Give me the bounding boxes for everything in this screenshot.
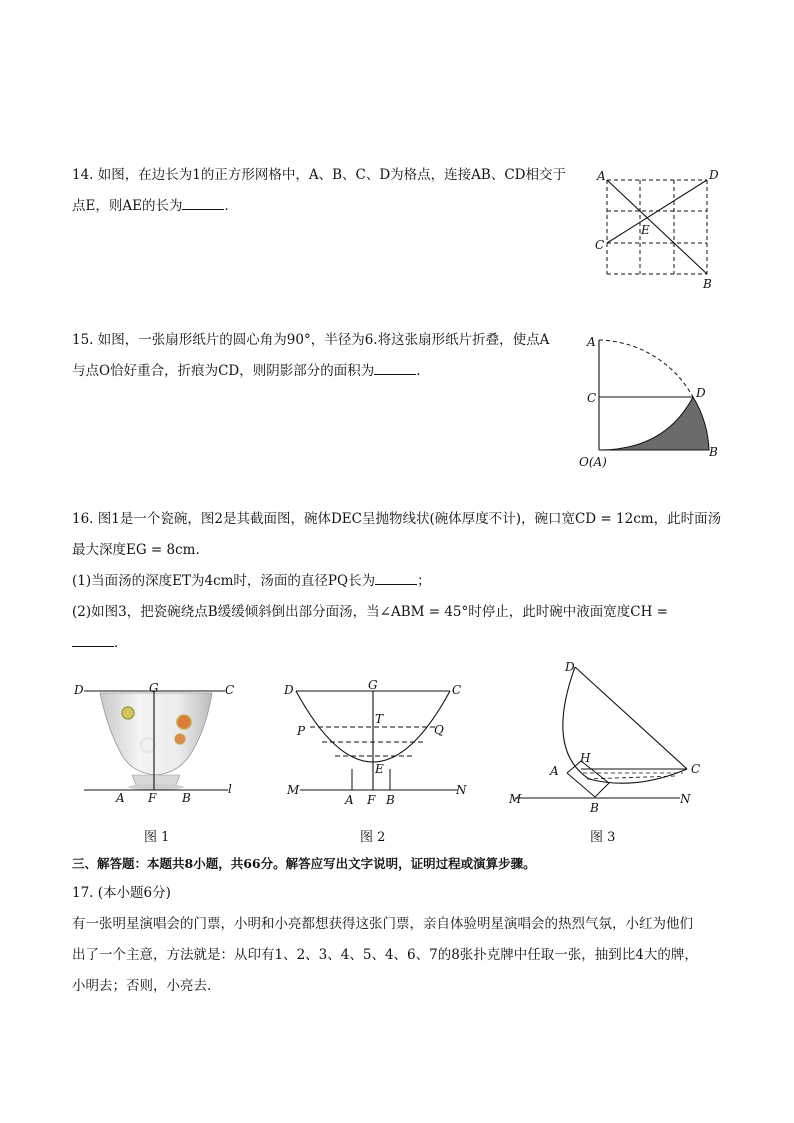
q14-line2 (72, 197, 238, 215)
original-arc (599, 340, 693, 397)
fig2-label-d: D (284, 683, 294, 697)
q16-part2-blank-line (72, 634, 128, 652)
flower-decoration (175, 734, 185, 744)
tilted-parabola (563, 667, 687, 783)
answer-blank (374, 362, 416, 375)
q17-line2: 出了一个主意，方法就是：从印有1、2、3、4、5、4、6、7的8张扑克牌中任取一张，抽到比4大的牌， (72, 947, 698, 963)
point-b-label: B (703, 277, 712, 291)
answer-blank (72, 634, 114, 647)
fig2-label-c: C (452, 683, 462, 697)
fig2-caption: 图 2 (360, 830, 386, 845)
fig2-label-n: N (456, 783, 467, 797)
point-d-label: D (709, 168, 719, 182)
fig1-label-f: F (148, 791, 157, 805)
section-heading: 三、解答题：本题共8小题，共66分。解答应写出文字说明，证明过程或演算步骤。 (72, 856, 536, 871)
q16-part2: (2)如图3，把瓷碗绕点B缓缓倾斜倒出部分面汤，当∠ABM = 45°时停止，此时碗中液面宽度CH = (72, 604, 668, 620)
fig1-label-l: l (228, 782, 232, 796)
point-b-label: B (709, 445, 718, 459)
point-a-label: A (597, 169, 606, 183)
fig3-label-d: D (565, 660, 575, 674)
q16-part1-end: ； (417, 573, 431, 589)
fig2-cross-section (280, 675, 480, 810)
point-c-label: C (595, 238, 605, 252)
q17-line3: 小明去；否则，小亮去. (72, 978, 212, 994)
fig2-label-e: E (375, 762, 384, 776)
segment-ab (607, 180, 707, 274)
fig1-label-d: D (74, 683, 84, 697)
q17-line1: 有一张明星演唱会的门票，小明和小亮都想获得这张门票，亲自体验明星演唱会的热烈气氛，小红为他们 (72, 916, 693, 932)
answer-blank (182, 197, 224, 210)
fig3-label-h: H (580, 751, 591, 765)
q16-part1 (72, 572, 431, 590)
fig1-caption: 图 1 (144, 830, 170, 845)
answer-blank (375, 572, 417, 585)
fig2-label-p: P (297, 724, 306, 738)
fig3-caption: 图 3 (590, 830, 616, 845)
q16-line2: 最大深度EG = 8cm. (72, 542, 200, 558)
shaded-region (599, 397, 709, 450)
fig1-label-g: G (149, 681, 159, 695)
point-o-label: O(A) (579, 455, 607, 469)
point-d-label: D (696, 386, 706, 400)
fig1-label-c: C (225, 683, 235, 697)
q14-line1: 14. 如图，在边长为1的正方形网格中，A、B、C、D为格点，连接AB、CD相交于 (72, 167, 566, 183)
fig1-bowl-photo (70, 675, 245, 810)
fig3-label-a: A (550, 764, 559, 778)
q15-line1: 15. 如图，一张扇形纸片的圆心角为90°，半径为6.将这张扇形纸片折叠，使点A (72, 332, 550, 348)
q15-line2-text: 与点O恰好重合，折痕为CD，则阴影部分的面积为 (72, 363, 375, 379)
q16-line1: 16. 图1是一个瓷碗，图2是其截面图，碗体DEC呈抛物线状(碗体厚度不计)，碗口宽CD = 12cm，此时面汤 (72, 511, 722, 527)
fig2-label-b: B (386, 793, 395, 807)
fig3-tilted-bowl (505, 655, 720, 815)
bowl-body (100, 693, 212, 775)
q16-part1-text: (1)当面汤的深度ET为4cm时，汤面的直径PQ长为 (72, 573, 376, 589)
fig2-label-a: A (345, 793, 354, 807)
q15-sector-figure (575, 330, 725, 475)
q14-line2-end: ． (224, 198, 238, 214)
q15-line2 (72, 362, 430, 380)
flower-decoration (177, 715, 191, 729)
q14-grid-figure (585, 160, 725, 295)
point-e-label: E (641, 223, 650, 237)
fig2-label-g: G (368, 678, 378, 692)
fig2-label-m: M (287, 783, 300, 797)
fig2-label-t: T (375, 712, 384, 726)
q15-line2-end: ． (416, 363, 430, 379)
flower-decoration (122, 707, 134, 719)
q16-part2-end: ． (114, 635, 128, 651)
fig1-label-a: A (116, 791, 125, 805)
fig3-label-c: C (691, 762, 701, 776)
point-a-label: A (587, 335, 596, 349)
fig3-label-b: B (590, 801, 599, 815)
q17-title: 17. (本小题6分) (72, 885, 171, 901)
fig2-label-q: Q (434, 723, 444, 737)
fig3-label-n: N (680, 792, 691, 806)
fig2-label-f: F (367, 793, 376, 807)
fig3-label-m: M (509, 792, 522, 806)
q14-line2-text: 点E，则AE的长为 (72, 198, 183, 214)
point-c-label: C (587, 391, 597, 405)
fig1-label-b: B (182, 791, 191, 805)
bowl-foot (132, 775, 180, 785)
